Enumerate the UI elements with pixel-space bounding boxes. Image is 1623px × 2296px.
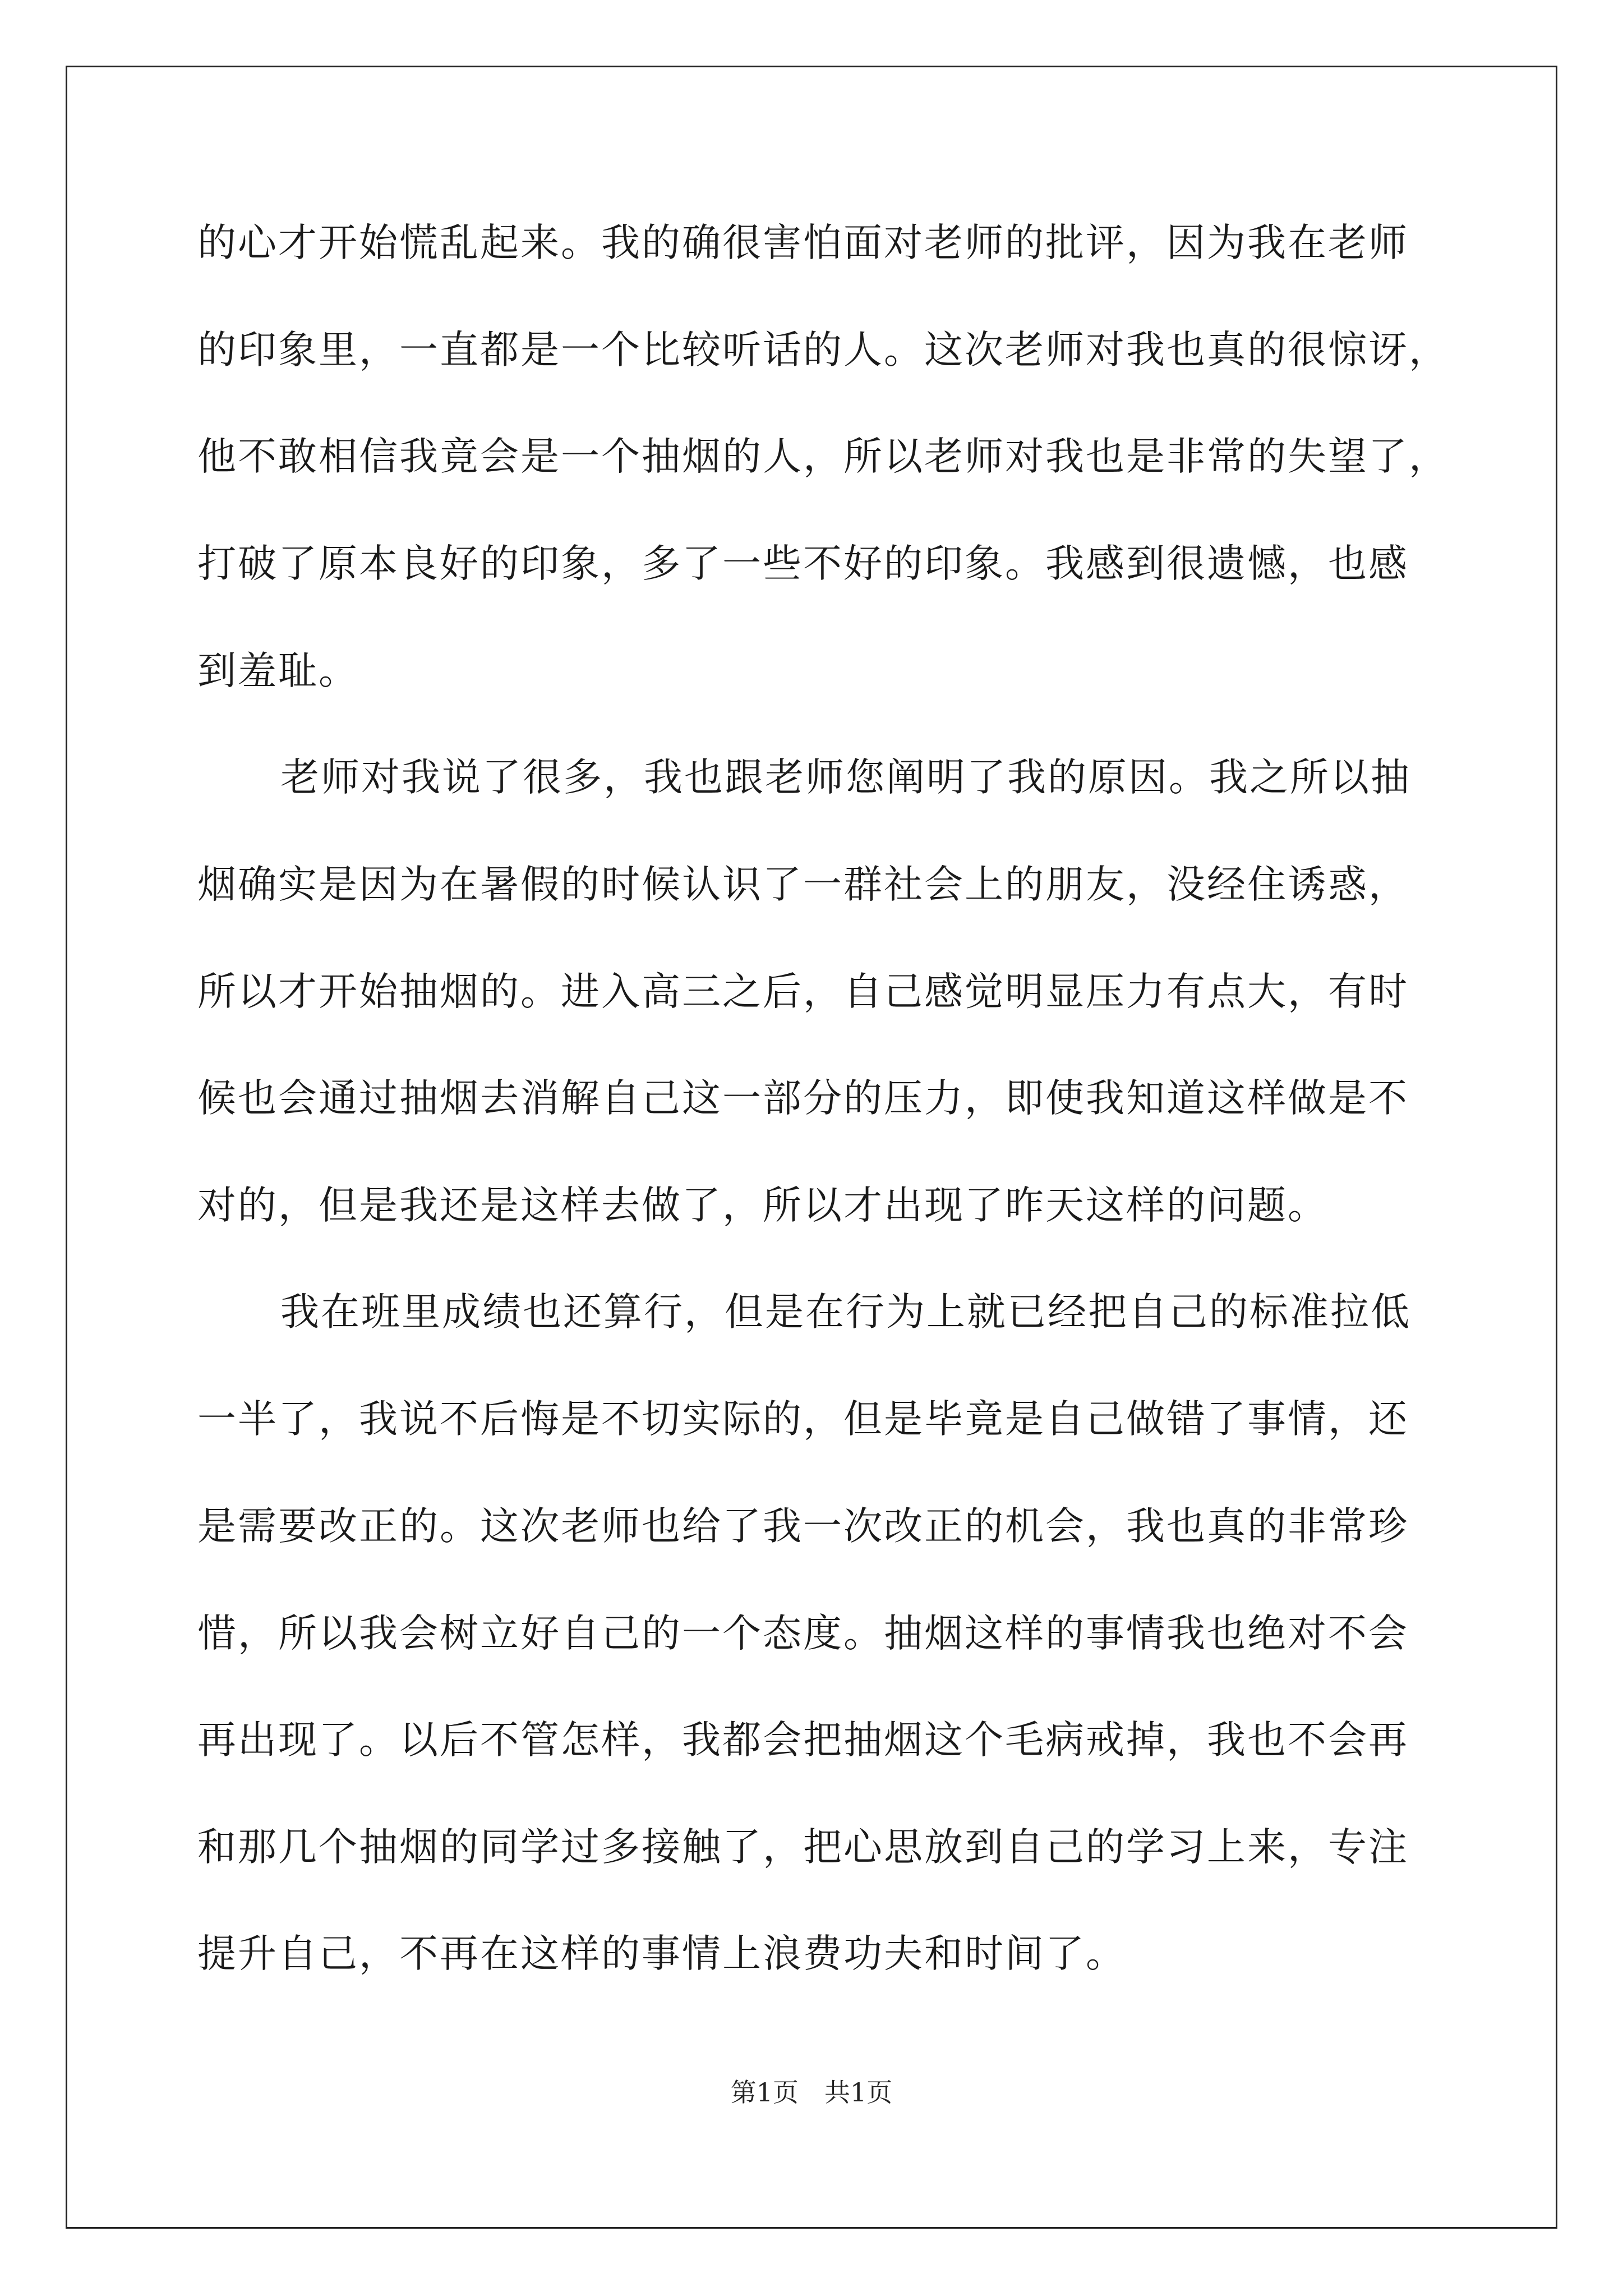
text-line: 的心才开始慌乱起来。我的确很害怕面对老师的批评，因为我在老师 [197, 220, 1409, 265]
text-line: 再出现了。以后不管怎样，我都会把抽烟这个毛病戒掉，我也不会再 [197, 1718, 1409, 1763]
text-line: 烟确实是因为在暑假的时候认识了一群社会上的朋友，没经住诱惑， [197, 862, 1409, 907]
page-footer [0, 2076, 1623, 2109]
text-line: 一半了，我说不后悔是不切实际的，但是毕竟是自己做错了事情，还 [197, 1397, 1409, 1442]
text-line: 到羞耻。 [197, 648, 359, 693]
text-line: 我在班里成绩也还算行，但是在行为上就已经把自己的标准拉低 [280, 1290, 1411, 1335]
text-line: 是需要改正的。这次老师也给了我一次改正的机会，我也真的非常珍 [197, 1504, 1409, 1549]
text-line: 提升自己，不再在这样的事情上浪费功夫和时间了。 [197, 1931, 1126, 1976]
text-line: 对的，但是我还是这样去做了，所以才出现了昨天这样的问题。 [197, 1183, 1328, 1228]
page-number-current: 第1页 [730, 2077, 799, 2108]
text-line: 惜，所以我会树立好自己的一个态度。抽烟这样的事情我也绝对不会 [197, 1611, 1409, 1656]
text-line: 老师对我说了很多，我也跟老师您阐明了我的原因。我之所以抽 [280, 755, 1411, 800]
text-line: 所以才开始抽烟的。进入高三之后，自己感觉明显压力有点大，有时 [197, 969, 1409, 1014]
text-line: 的印象里，一直都是一个比较听话的人。这次老师对我也真的很惊讶， [197, 328, 1449, 372]
text-line: 他不敢相信我竟会是一个抽烟的人，所以老师对我也是非常的失望了， [197, 434, 1449, 479]
page-border [66, 66, 1557, 2229]
text-line: 和那几个抽烟的同学过多接触了，把心思放到自己的学习上来，专注 [197, 1825, 1409, 1870]
page-number-total: 共1页 [824, 2077, 893, 2108]
text-line: 打破了原本良好的印象，多了一些不好的印象。我感到很遗憾，也感 [197, 541, 1409, 586]
text-line: 候也会通过抽烟去消解自己这一部分的压力，即使我知道这样做是不 [197, 1076, 1409, 1121]
